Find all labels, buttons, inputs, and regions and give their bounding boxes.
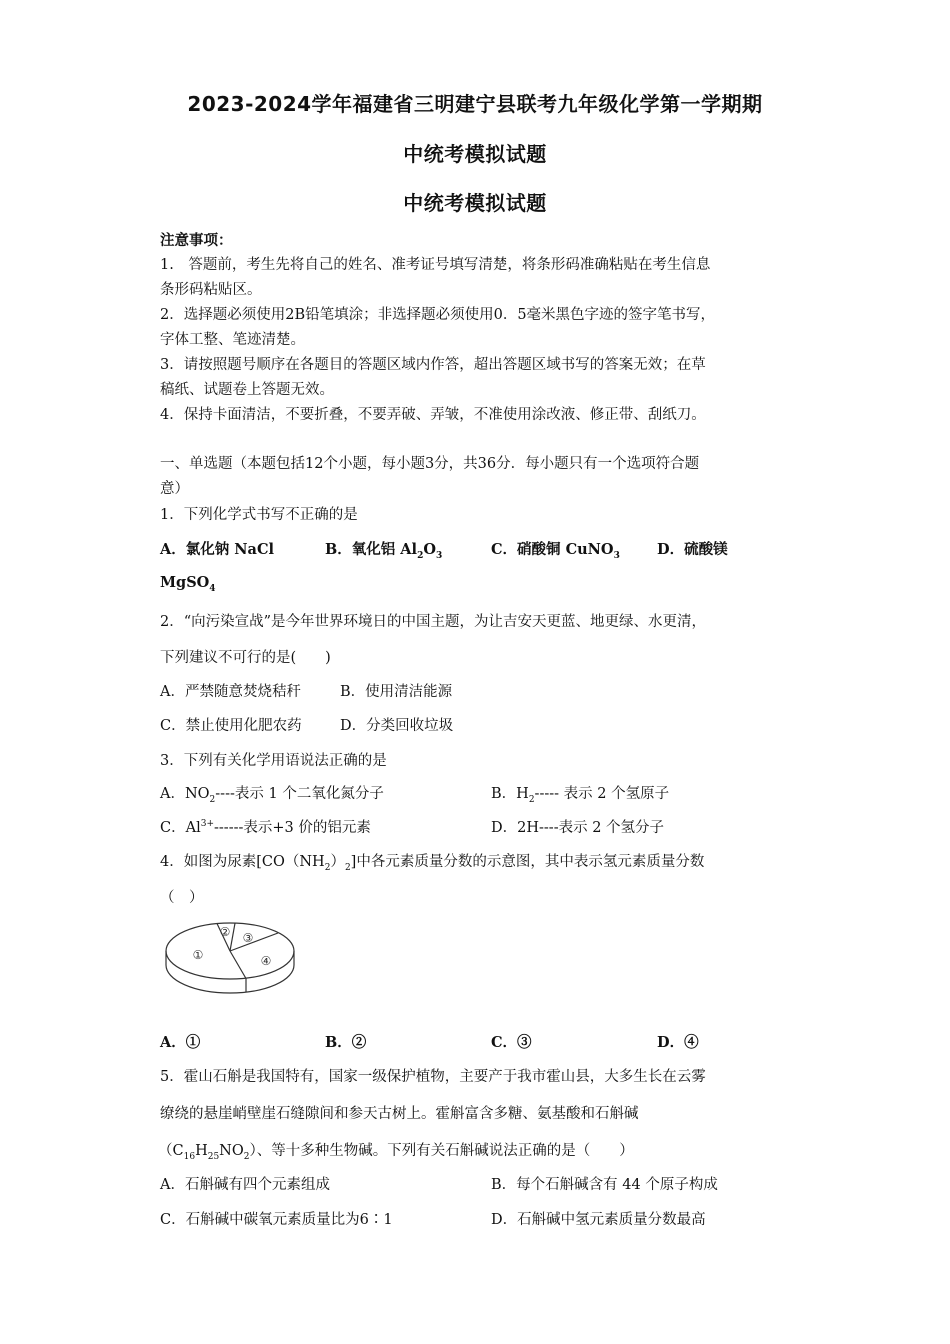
pie-side (166, 951, 294, 993)
pie-label-4: ④ (260, 954, 272, 968)
q3-option-c: C．$Al^{3+}------$表示+3 价的铝元素 (160, 819, 371, 836)
q3-option-d: D．2H----表示 2 个氢分子 (491, 820, 665, 836)
q5-option-c: C．石斛碱中碳氧元素质量比为6∶1 (160, 1212, 393, 1228)
notice-heading: 注意事项： (160, 232, 233, 249)
q1-option-b: B．氧化铝 $Al_2O_3$ (325, 541, 443, 561)
notice-line-6: 稿纸、试题卷上答题无效。 (160, 382, 334, 398)
q1-option-c: C．硝酸铜 CuNO$_3$ (491, 541, 620, 561)
q1-stem: 1．下列化学式书写不正确的是 (160, 507, 358, 523)
pie-label-1: ① (192, 948, 204, 962)
q5-stem-line-1: 5．霍山石斛是我国特有，国家一级保护植物，主要产于我市霍山县，大多生长在云雾 (160, 1069, 706, 1085)
q5-option-a: A．石斛碱有四个元素组成 (160, 1177, 330, 1193)
notice-line-7: 4．保持卡面清洁，不要折叠，不要弄破、弄皱，不准使用涂改液、修正带、刮纸刀。 (160, 407, 706, 423)
pie-divider-2 (230, 923, 235, 951)
title-line-3: 中统考模拟试题 (403, 191, 547, 215)
q2-option-d: D．分类回收垃圾 (340, 718, 454, 734)
q5-stem-line-2: 缭绕的悬崖峭壁崖石缝隙间和参天古树上。霍斛富含多糖、氨基酸和石斛碱 (160, 1106, 639, 1122)
q3-stem: 3．下列有关化学用语说法正确的是 (160, 753, 387, 769)
q5-stem-line-3: $(C_{16}H_{25}NO_2)$、等十多种生物碱。下列有关石斛碱说法正确的是（ ） (158, 1143, 634, 1162)
q5-option-b: B．每个石斛碱含有 44 个原子构成 (491, 1177, 718, 1193)
notice-line-2: 条形码粘贴区。 (160, 282, 262, 298)
q4-option-d: D．④ (657, 1034, 699, 1051)
pie-divider-3 (230, 933, 278, 951)
q2-stem-line-1: 2．“向污染宣战”是今年世界环境日的中国主题，为让吉安天更蓝、地更绿、水更清， (160, 614, 707, 630)
title-line-2: 中统考模拟试题 (403, 142, 547, 166)
q2-stem-line-2: 下列建议不可行的是( ) (160, 650, 331, 666)
q2-option-b: B．使用清洁能源 (340, 684, 453, 700)
title-line-1: 2023-2024学年福建省三明建宁县联考九年级化学第一学期期 (187, 92, 763, 116)
notice-line-3: 2．选择题必须使用2B铅笔填涂；非选择题必须使用0．5毫米黑色字迹的签字笔书写， (160, 307, 716, 323)
notice-line-1: 1. 答题前，考生先将自己的姓名、准考证号填写清楚，将条形码准确粘贴在考生信息 (160, 257, 711, 273)
q4-option-b: B．② (325, 1034, 367, 1051)
q1-option-a: A．氯化钠 NaCl (160, 541, 274, 558)
q4-paren: （ ） (160, 890, 204, 906)
q2-option-a: A．严禁随意焚烧秸秆 (160, 684, 301, 700)
q2-option-c: C．禁止使用化肥农药 (160, 718, 302, 734)
section-line-1: 一、单选题（本题包括12个小题，每小题3分，共36分．每小题只有一个选项符合题 (160, 456, 700, 472)
notice-line-5: 3．请按照题号顺序在各题目的答题区域内作答，超出答题区域书写的答案无效；在草 (160, 357, 706, 373)
urea-pie-chart (160, 913, 300, 1003)
section-line-2: 意） (160, 481, 189, 497)
q4-stem: 4．如图为尿素$[CO(NH_2)_2]$中各元素质量分数的示意图，其中表示氢元素质量分数 (160, 854, 705, 873)
q4-option-a: A．① (160, 1034, 201, 1051)
pie-divider-4 (230, 951, 246, 979)
q5-option-d: D．石斛碱中氢元素质量分数最高 (491, 1212, 706, 1228)
q3-option-b: B．$H_2-----$ 表示 2 个氢原子 (491, 786, 670, 805)
pie-label-2: ② (219, 925, 231, 939)
notice-line-4: 字体工整、笔迹清楚。 (160, 332, 305, 348)
q4-option-c: C．③ (491, 1034, 532, 1051)
pie-label-3: ③ (242, 931, 254, 945)
q1-option-d: D．硫酸镁 (657, 541, 728, 558)
q1-option-d-formula: MgSO$_4$ (160, 574, 216, 594)
q3-option-a: A．$NO_2----$表示 1 个二氧化氮分子 (160, 786, 384, 805)
